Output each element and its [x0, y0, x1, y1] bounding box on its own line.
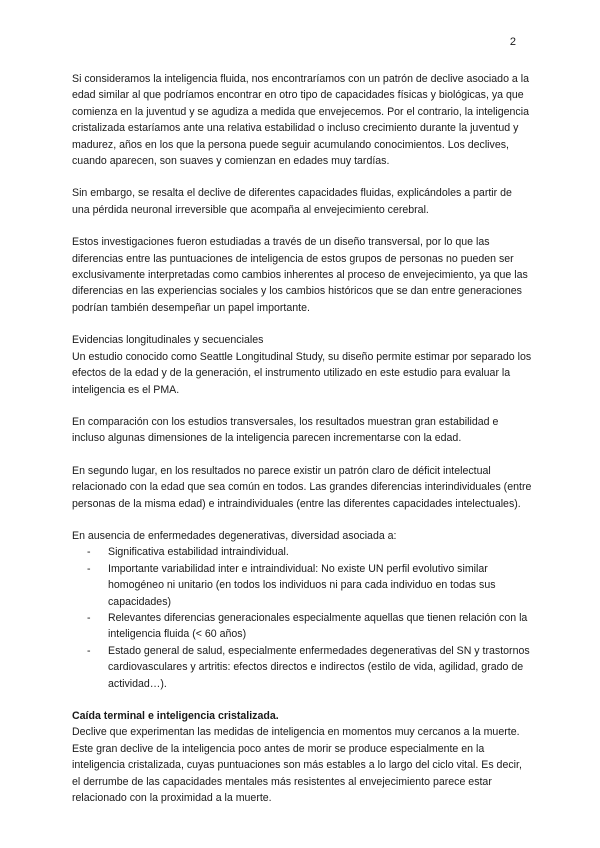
- list-item: - Estado general de salud, especialmente enfermedades degenerativas del SN y trastornos cardiovasculares y artritis: efectos directos e indirectos (estilo de vida, agilidad, grado de actividad…).: [108, 643, 532, 692]
- paragraph-seattle-study: Un estudio conocido como Seattle Longitudinal Study, su diseño permite estimar por separado los efectos de la edad y de la generación, el instrumento utilizado en este estudio para evaluar la inteligencia es el PMA.: [72, 350, 532, 396]
- paragraph-terminal-drop: Declive que experimentan las medidas de inteligencia en momentos muy cercanos a la muerte. Este gran declive de la inteligencia poco antes de morir se produce especialmente en la inteligencia cristalizada, cuyas puntuaciones son más estables a lo largo del ciclo vital. Es decir, el derrumbe de las capacidades mentales más resistentes al envejecimiento parece estar relacionado con la proximidad a la muerte.: [72, 726, 522, 805]
- section-heading-longitudinal: Evidencias longitudinales y secuenciales: [72, 334, 264, 347]
- list-item: - Relevantes diferencias generacionales especialmente aquellas que tienen relación con la inteligencia fluida (< 60 años): [108, 610, 532, 643]
- paragraph-second-place: En segundo lugar, en los resultados no parece existir un patrón claro de déficit intelectual relacionado con la edad que sea común en todos. Las grandes diferencias interindividuales (entre personas de la misma edad) e intraindividuales (entre las diferentes capacidades intelectuales).: [72, 464, 532, 510]
- list-item: - Significativa estabilidad intraindividual.: [108, 544, 532, 560]
- paragraph-transversal-design: Estos investigaciones fueron estudiadas a través de un diseño transversal, por lo que las diferencias entre las puntuaciones de inteligencia de estos grupos de personas no pueden ser exclusivamente interpretadas como cambios inherentes al proceso de envejecimiento, ya que las diferencias en las experiencias sociales y los cambios históricos que se dan entre generaciones podrían también desempeñar un papel importante.: [72, 236, 528, 314]
- paragraph-fluid-intelligence: Si consideramos la inteligencia fluida, nos encontraríamos con un patrón de declive asociado a la edad similar al que podríamos encontrar en otro tipo de capacidades físicas y biológicas, ya que comienza en la juventud y se agudiza a medida que envejecemos. Por el contrario, la inteligencia cristalizada estaríamos ante una relativa estabilidad o incluso crecimiento durante la juventud y madurez, años en los que la persona puede seguir acumulando conocimientos. Los declives, cuando aparecen, son suaves y comienzan en edades muy tardías.: [72, 73, 529, 168]
- page-number: 2: [509, 36, 516, 48]
- paragraph-comparison: En comparación con los estudios transversales, los resultados muestran gran estabilidad e incluso algunas dimensiones de la inteligencia parecen incrementarse con la edad.: [72, 415, 499, 445]
- diversity-list: [72, 544, 532, 692]
- section-heading-terminal-drop: Caída terminal e inteligencia cristalizada.: [72, 710, 279, 722]
- paragraph-fluid-decline: Sin embargo, se resalta el declive de diferentes capacidades fluidas, explicándoles a partir de una pérdida neuronal irreversible que acompaña al envejecimiento cerebral.: [72, 187, 512, 216]
- list-item: - Importante variabilidad inter e intraindividual: No existe UN perfil evolutivo similar homogéneo ni unitario (en todos los individuos ni para cada individuo en todas sus capacidades): [108, 561, 532, 610]
- document-body: [72, 71, 532, 806]
- list-intro: En ausencia de enfermedades degenerativas, diversidad asociada a:: [72, 529, 397, 542]
